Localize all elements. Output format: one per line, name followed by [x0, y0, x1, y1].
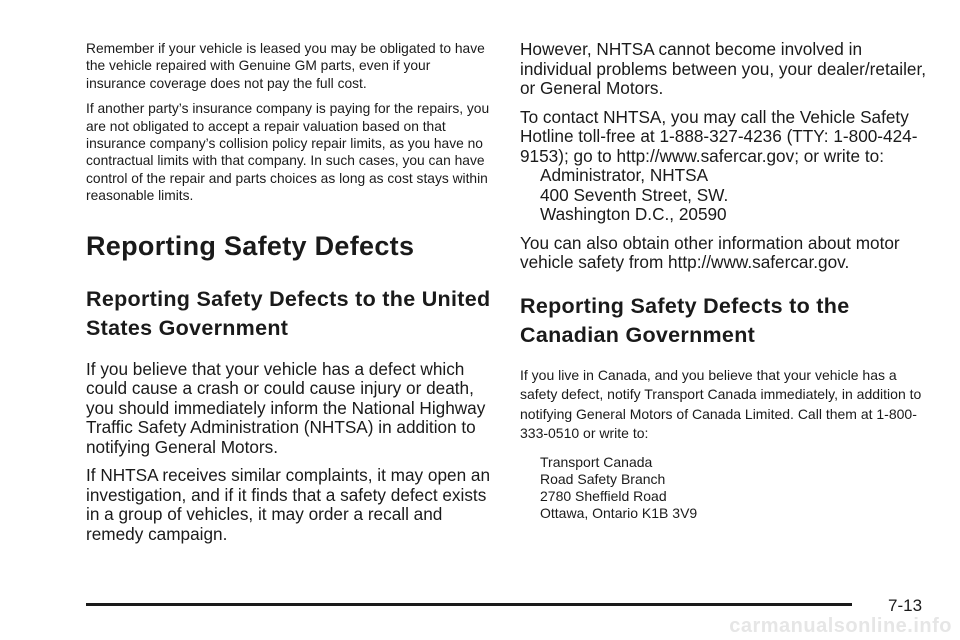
right-column: [520, 40, 928, 522]
us-government-heading: Reporting Safety Defects to the United States Government: [86, 286, 491, 340]
contact-nhtsa-paragraph: To contact NHTSA, you may call the Vehicle Safety Hotline toll-free at 1-888-327-4236 (TTY: 1-800-424-9153); go to http://www.safercar.gov; or write to:: [520, 106, 918, 166]
insurance-paragraph: If another party’s insurance company is paying for the repairs, you are not obligated to accept a repair valuation based on that insurance company’s collision policy repair limits, as you have no contractual limits with that company. In such cases, you can have control of the repair and parts choices as long as cost stays within reasonable limits.: [86, 101, 490, 204]
canadian-government-heading: Reporting Safety Defects to the Canadian Government: [520, 293, 850, 347]
section-title: Reporting Safety Defects: [86, 230, 415, 261]
left-column: [86, 40, 492, 544]
address-line: Transport Canada: [540, 453, 653, 470]
transport-canada-address: [520, 454, 928, 522]
address-line: Administrator, NHTSA: [540, 165, 709, 185]
canada-notify-paragraph: If you live in Canada, and you believe that your vehicle has a safety defect, notify Transport Canada immediately, in addition to notifying General Motors of Canada Limited. Call them at 1-800-333-0510 or write to:: [520, 366, 922, 441]
leased-vehicle-paragraph: Remember if your vehicle is leased you may be obligated to have the vehicle repaired with Genuine GM parts, even if your insurance coverage does not pay the full cost.: [86, 41, 485, 91]
defect-report-paragraph: If you believe that your vehicle has a defect which could cause a crash or could cause injury or death, you should immediately inform the National Highway Traffic Safety Administration (NHTSA) in addition to notifying General Motors.: [86, 358, 486, 457]
footer-rule: [86, 603, 852, 606]
safety-info-paragraph: You can also obtain other information about motor vehicle safety from http://www.safercar.gov.: [520, 232, 900, 272]
address-line: 400 Seventh Street, SW.: [540, 184, 729, 205]
page-number: 7-13: [888, 596, 923, 615]
nhtsa-limits-paragraph: However, NHTSA cannot become involved in individual problems between you, your dealer/retailer, or General Motors.: [520, 39, 927, 98]
address-line: Washington D.C., 20590: [540, 204, 727, 224]
address-line: 2780 Sheffield Road: [540, 487, 667, 504]
address-line: Ottawa, Ontario K1B 3V9: [540, 504, 698, 521]
address-line: Road Safety Branch: [540, 470, 666, 487]
nhtsa-investigation-paragraph: If NHTSA receives similar complaints, it may open an investigation, and if it finds that a safety defect exists in a group of vehicles, it may order a recall and remedy campaign.: [86, 465, 491, 544]
nhtsa-address: [520, 166, 928, 225]
watermark: carmanualsonline.info: [729, 615, 952, 637]
